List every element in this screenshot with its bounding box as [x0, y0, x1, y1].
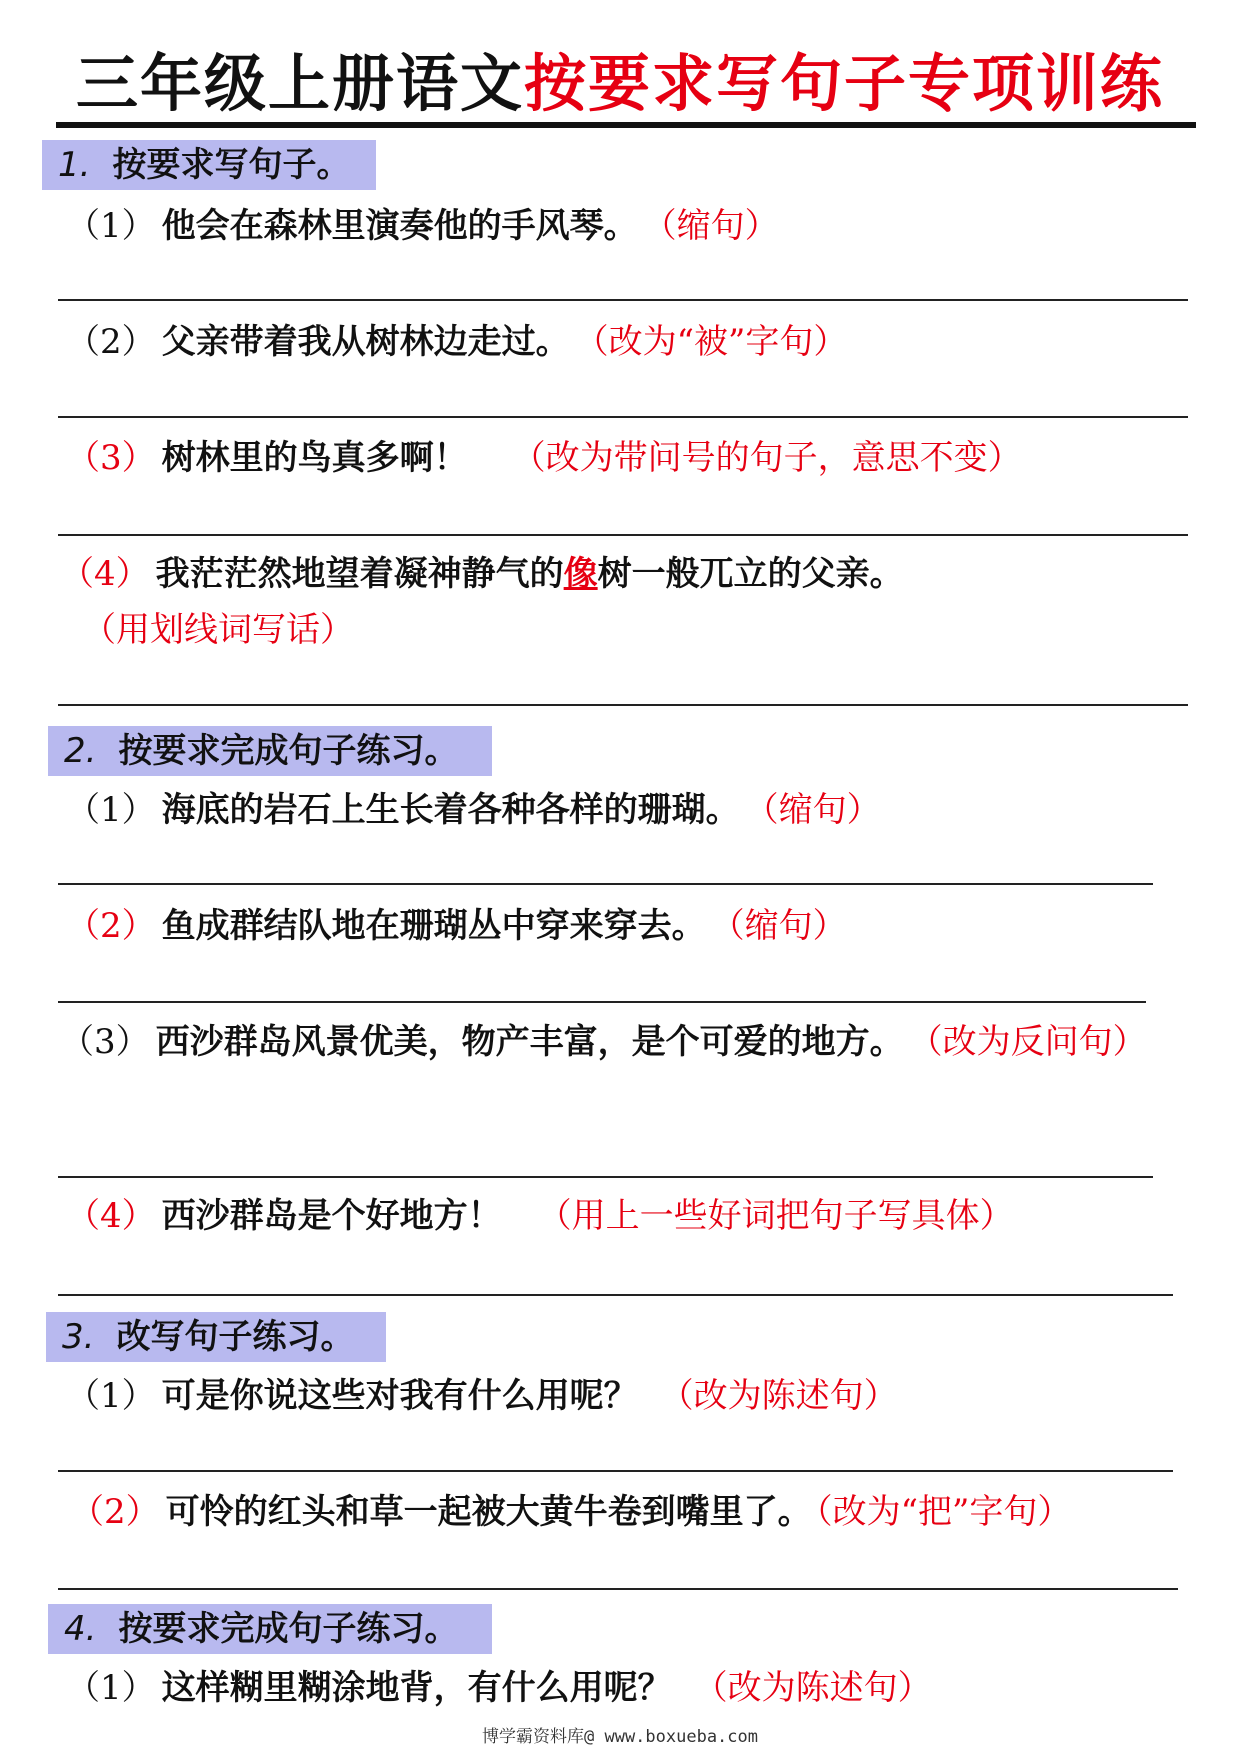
question-1-4: [60, 546, 1176, 658]
question-2-1: [66, 782, 881, 838]
question-instruction: （用划线词写话）: [82, 610, 354, 650]
question-text: 西沙群岛风景优美，物产丰富，是个可爱的地方。: [155, 1022, 904, 1062]
answer-line[interactable]: [58, 883, 1153, 885]
question-label: （2）: [70, 1492, 160, 1532]
question-text: 父亲带着我从树林边走过。: [161, 322, 570, 362]
question-instruction: （缩句）: [727, 906, 847, 946]
question-2-4: [66, 1188, 1014, 1244]
question-instruction: （缩句）: [659, 206, 779, 246]
answer-line[interactable]: [58, 1470, 1173, 1472]
question-instruction: （改为陈述句）: [659, 1376, 898, 1416]
question-4-1: [66, 1660, 932, 1716]
section-title: 按要求完成句子练习。: [118, 731, 459, 771]
answer-line[interactable]: [58, 1001, 1146, 1003]
title-underline: [56, 122, 1196, 128]
question-text: 西沙群岛是个好地方！: [161, 1196, 502, 1236]
question-label: （4）: [60, 554, 150, 594]
question-text: 鱼成群结队地在珊瑚丛中穿来穿去。: [161, 906, 706, 946]
question-1-2: [66, 314, 847, 370]
section-1-heading: [42, 140, 376, 190]
page-title: [0, 44, 1240, 124]
question-text: 海底的岩石上生长着各种各样的珊瑚。: [161, 790, 740, 830]
answer-line[interactable]: [58, 416, 1188, 418]
section-title: 改写句子练习。: [116, 1317, 355, 1357]
question-instruction: （改为陈述句）: [693, 1668, 932, 1708]
question-instruction: （用上一些好词把句子写具体）: [537, 1196, 1014, 1236]
section-title: 按要求完成句子练习。: [118, 1609, 459, 1649]
question-instruction: （改为“把”字句）: [815, 1492, 1072, 1532]
question-text: 可是你说这些对我有什么用呢？: [161, 1376, 638, 1416]
section-title: 按要求写句子。: [112, 145, 351, 185]
answer-line[interactable]: [58, 534, 1188, 536]
underlined-word: 像: [563, 554, 598, 594]
title-grade-subject: 三年级上册语文: [75, 47, 524, 120]
title-topic: 按要求写句子专项训练: [524, 47, 1165, 120]
question-1-1: [66, 198, 779, 254]
question-text-start: 我茫茫然地望着凝神静气的: [155, 554, 564, 594]
question-label: （1）: [66, 790, 156, 830]
question-2-3: [60, 1014, 1176, 1070]
question-3-1: [66, 1368, 898, 1424]
question-text-end: 树一般兀立的父亲。: [597, 554, 904, 594]
answer-line[interactable]: [58, 1588, 1178, 1590]
question-label: （3）: [66, 438, 156, 478]
question-label: （4）: [66, 1196, 156, 1236]
question-instruction: （改为反问句）: [925, 1022, 1147, 1062]
footer-watermark: 博学霸资料库@ www.boxueba.com: [482, 1727, 758, 1747]
section-2-heading: [48, 726, 492, 776]
answer-line[interactable]: [58, 704, 1188, 706]
section-number: 3.: [62, 1317, 95, 1357]
question-text: 可怜的红头和草一起被大黄牛卷到嘴里了。: [165, 1492, 812, 1532]
section-number: 4.: [64, 1609, 97, 1649]
question-3-2: [70, 1484, 1071, 1540]
section-4-heading: [48, 1604, 492, 1654]
section-number: 2.: [64, 731, 97, 771]
answer-line[interactable]: [58, 1294, 1173, 1296]
question-2-2: [66, 898, 847, 954]
question-1-3: [66, 430, 1022, 486]
question-label: （1）: [66, 206, 156, 246]
question-label: （3）: [60, 1022, 150, 1062]
question-text: 他会在森林里演奏他的手风琴。: [161, 206, 638, 246]
question-label: （2）: [66, 322, 156, 362]
answer-line[interactable]: [58, 299, 1188, 301]
section-3-heading: [46, 1312, 386, 1362]
question-instruction: （改为带问号的句子，意思不变）: [511, 438, 1022, 478]
question-label: （2）: [66, 906, 156, 946]
section-number: 1.: [58, 145, 91, 185]
question-text: 树林里的鸟真多啊！: [161, 438, 468, 478]
question-label: （1）: [66, 1376, 156, 1416]
answer-line[interactable]: [58, 1176, 1153, 1178]
question-instruction: （改为“被”字句）: [591, 322, 848, 362]
question-label: （1）: [66, 1668, 156, 1708]
question-text: 这样糊里糊涂地背，有什么用呢？: [161, 1668, 672, 1708]
question-instruction: （缩句）: [761, 790, 881, 830]
